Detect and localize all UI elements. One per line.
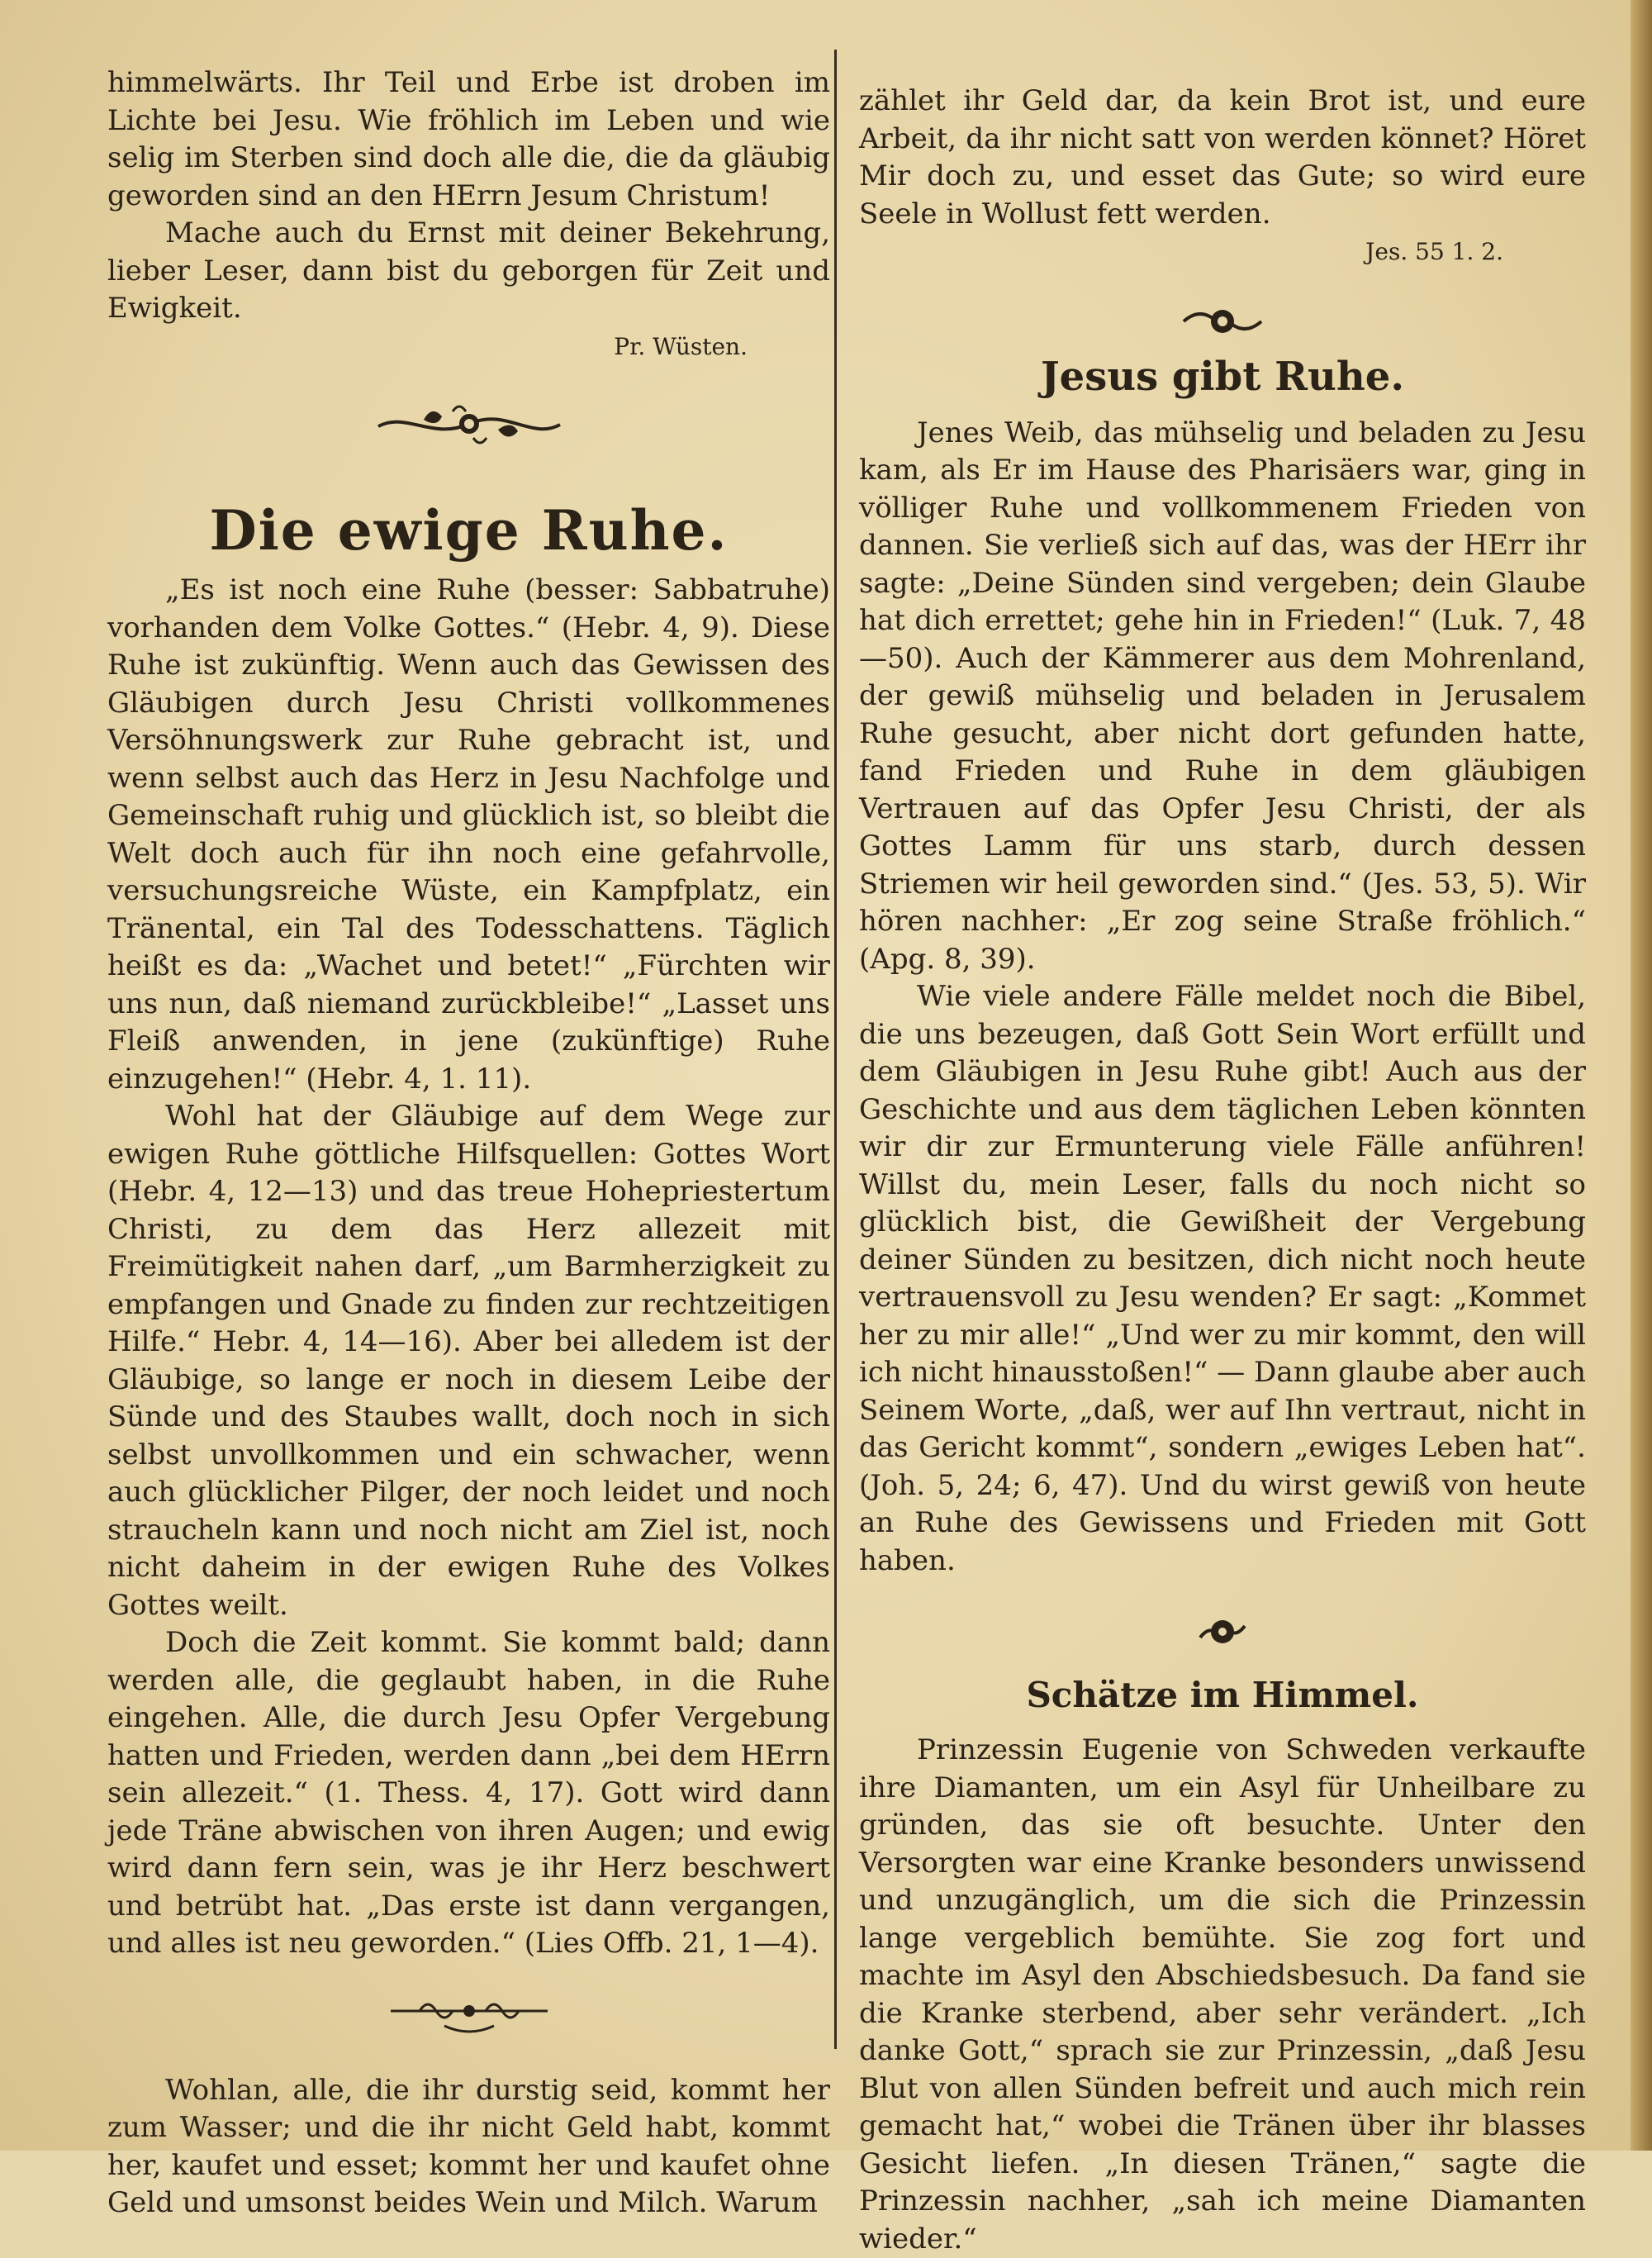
article-title: Jesus gibt Ruhe. [1040, 353, 1405, 400]
right-column [859, 83, 1586, 2258]
page-edge-shadow [1631, 0, 1652, 2151]
continued-paragraph: zählet ihr Geld dar, da kein Brot ist, und eure Arbeit, da ihr nicht satt von werden könnet? Höret Mir doch zu, und esset das Gute; so wird eure Seele in Wollust fett werden. [859, 84, 1586, 231]
paragraph: Wohlan, alle, die ihr durstig seid, kommt her zum Wasser; und die ihr nicht Geld habt, kommt her, kaufet und esset; kommt her und kaufet ohne Geld und umsonst beides Wein und Milch. Warum [107, 2073, 830, 2219]
paragraph: Jenes Weib, das mühselig und beladen zu Jesu kam, als Er im Hause des Pharisäers war, ging in völliger Ruhe und vollkommenem Frieden von dannen. Sie verließ sich auf das, was der HErr ihr sagte: „Deine Sünden sind vergeben; dein Glaube hat dich errettet; gehe hin in Frieden!“ (Luk. 7, 48—50). Auch der Kämmerer aus dem Mohrenland, der gewiß mühselig und beladen in Jerusalem Ruhe gesucht, aber nicht dort gefunden hatte, fand Frieden und Ruhe in dem gläubigen Vertrauen auf das Opfer Jesu Christi, der als Gottes Lamm für uns starb, durch dessen Striemen wir heil geworden sind.“ (Jes. 53, 5). Wir hören nachher: „Er zog seine Straße fröhlich.“ (Apg. 8, 39). [859, 416, 1586, 976]
continued-paragraph: himmelwärts. Ihr Teil und Erbe ist droben im Lichte bei Jesu. Wie fröhlich im Leben und wie selig im Sterben sind doch alle die, die da gläubig geworden sind an den HErrn Jesum Christum! [107, 66, 830, 212]
column-divider [834, 50, 837, 2049]
vine-ornament-icon [374, 395, 564, 453]
rose-ornament-icon [1194, 1613, 1251, 1651]
paragraph: Mache auch du Ernst mit deiner Bekehrung, lieber Leser, dann bist du geborgen für Zeit und Ewigkeit. [107, 216, 830, 325]
paragraph: „Es ist noch eine Ruhe (besser: Sabbatruhe) vorhanden dem Volke Gottes.“ (Hebr. 4, 9). Diese Ruhe ist zukünftig. Wenn auch das Gewissen des Gläubigen durch Jesu Christi vollkommenes Versöhnungswerk zur Ruhe gebracht ist, und wenn selbst auch das Herz in Jesu Nachfolge und Gemeinschaft ruhig und glücklich ist, so bleibt die Welt doch auch für ihn noch eine gefahrvolle, versuchungsreiche Wüste, ein Kampfplatz, ein Tränental, ein Tal des Todesschattens. Täglich heißt es da: „Wachet und betet!“ „Fürchten wir uns nun, daß niemand zurückbleibe!“ „Lasset uns Fleiß anwenden, in jene (zukünftige) Ruhe einzugehen!“ (Hebr. 4, 1. 11). [107, 573, 830, 1096]
article-title: Die ewige Ruhe. [209, 498, 729, 563]
vine-ornament-icon [387, 1993, 552, 2039]
paragraph: Doch die Zeit kommt. Sie kommt bald; dann werden alle, die geglaubt haben, in die Ruhe eingehen. Alle, die durch Jesu Opfer Vergebung hatten und Frieden, werden dann „bei dem HErrn sein allezeit.“ (1. Thess. 4, 17). Gott wird dann jede Träne abwischen von ihren Augen; und ewig wird dann fern sein, was je ihr Herz beschwert und betrübt hat. „Das erste ist dann vergangen, und alles ist neu geworden.“ (Lies Offb. 21, 1—4). [107, 1626, 830, 1960]
article-title: Schätze im Himmel. [1026, 1675, 1419, 1715]
paragraph: Prinzessin Eugenie von Schweden verkaufte ihre Diamanten, um ein Asyl für Unheilbare zu gründen, das sie oft besuchte. Unter den Versorgten war eine Kranke besonders unwissend und unzugänglich, um die sich die Prinzessin lange vergeblich bemühte. Sie zog fort und machte im Asyl den Abschiedsbesuch. Da fand sie die Kranke sterbend, aber sehr verändert. „Ich danke Gott,“ sprach sie zur Prinzessin, „daß Jesu Blut von allen Sünden befreit und auch mich rein gemacht hat,“ wobei die Tränen über ihr blasses Gesicht liefen. „In diesen Tränen,“ sagte die Prinzessin nachher, „sah ich meine Diamanten wieder.“ [859, 1733, 1586, 2256]
left-column [107, 64, 830, 2222]
author-signature: Pr. Wüsten. [614, 332, 748, 360]
bible-reference: Jes. 55 1. 2. [1365, 238, 1503, 265]
rose-ornament-icon [1177, 301, 1268, 342]
paragraph: Wie viele andere Fälle meldet noch die Bibel, die uns bezeugen, daß Gott Sein Wort erfüllt und dem Gläubigen in Jesu Ruhe gibt! Auch aus der Geschichte und aus dem täglichen Leben könnten wir dir zur Ermunterung viele Fälle anführen! Willst du, mein Leser, falls du noch nicht so glücklich bist, die Gewißheit der Vergebung deiner Sünden zu besitzen, dich nicht noch heute vertrauensvoll zu Jesu wenden? Er sagt: „Kommet her zu mir alle!“ „Und wer zu mir kommt, den will ich nicht hinausstoßen!“ — Dann glaube aber auch Seinem Worte, „daß, wer auf Ihn vertraut, nicht in das Gericht kommt“, sondern „ewiges Leben hat“. (Joh. 5, 24; 6, 47). Und du wirst gewiß von heute an Ruhe des Gewissens und Frieden mit Gott haben. [859, 980, 1587, 1577]
paragraph: Wohl hat der Gläubige auf dem Wege zur ewigen Ruhe göttliche Hilfsquellen: Gottes Wort (Hebr. 4, 12—13) und das treue Hohepriestertum Christi, zu dem das Herz allezeit mit Freimütigkeit nahen darf, „um Barmherzigkeit zu empfangen und Gnade zu finden zur rechtzeitigen Hilfe.“ Hebr. 4, 14—16). Aber bei alledem ist der Gläubige, so lange er noch in diesem Leibe der Sünde und des Staubes wallt, doch noch in sich selbst unvollkommen und ein schwacher, wenn auch glücklicher Pilger, der noch leidet und noch straucheln kann und noch nicht am Ziel ist, noch nicht daheim in der ewigen Ruhe des Volkes Gottes weilt. [107, 1100, 830, 1622]
